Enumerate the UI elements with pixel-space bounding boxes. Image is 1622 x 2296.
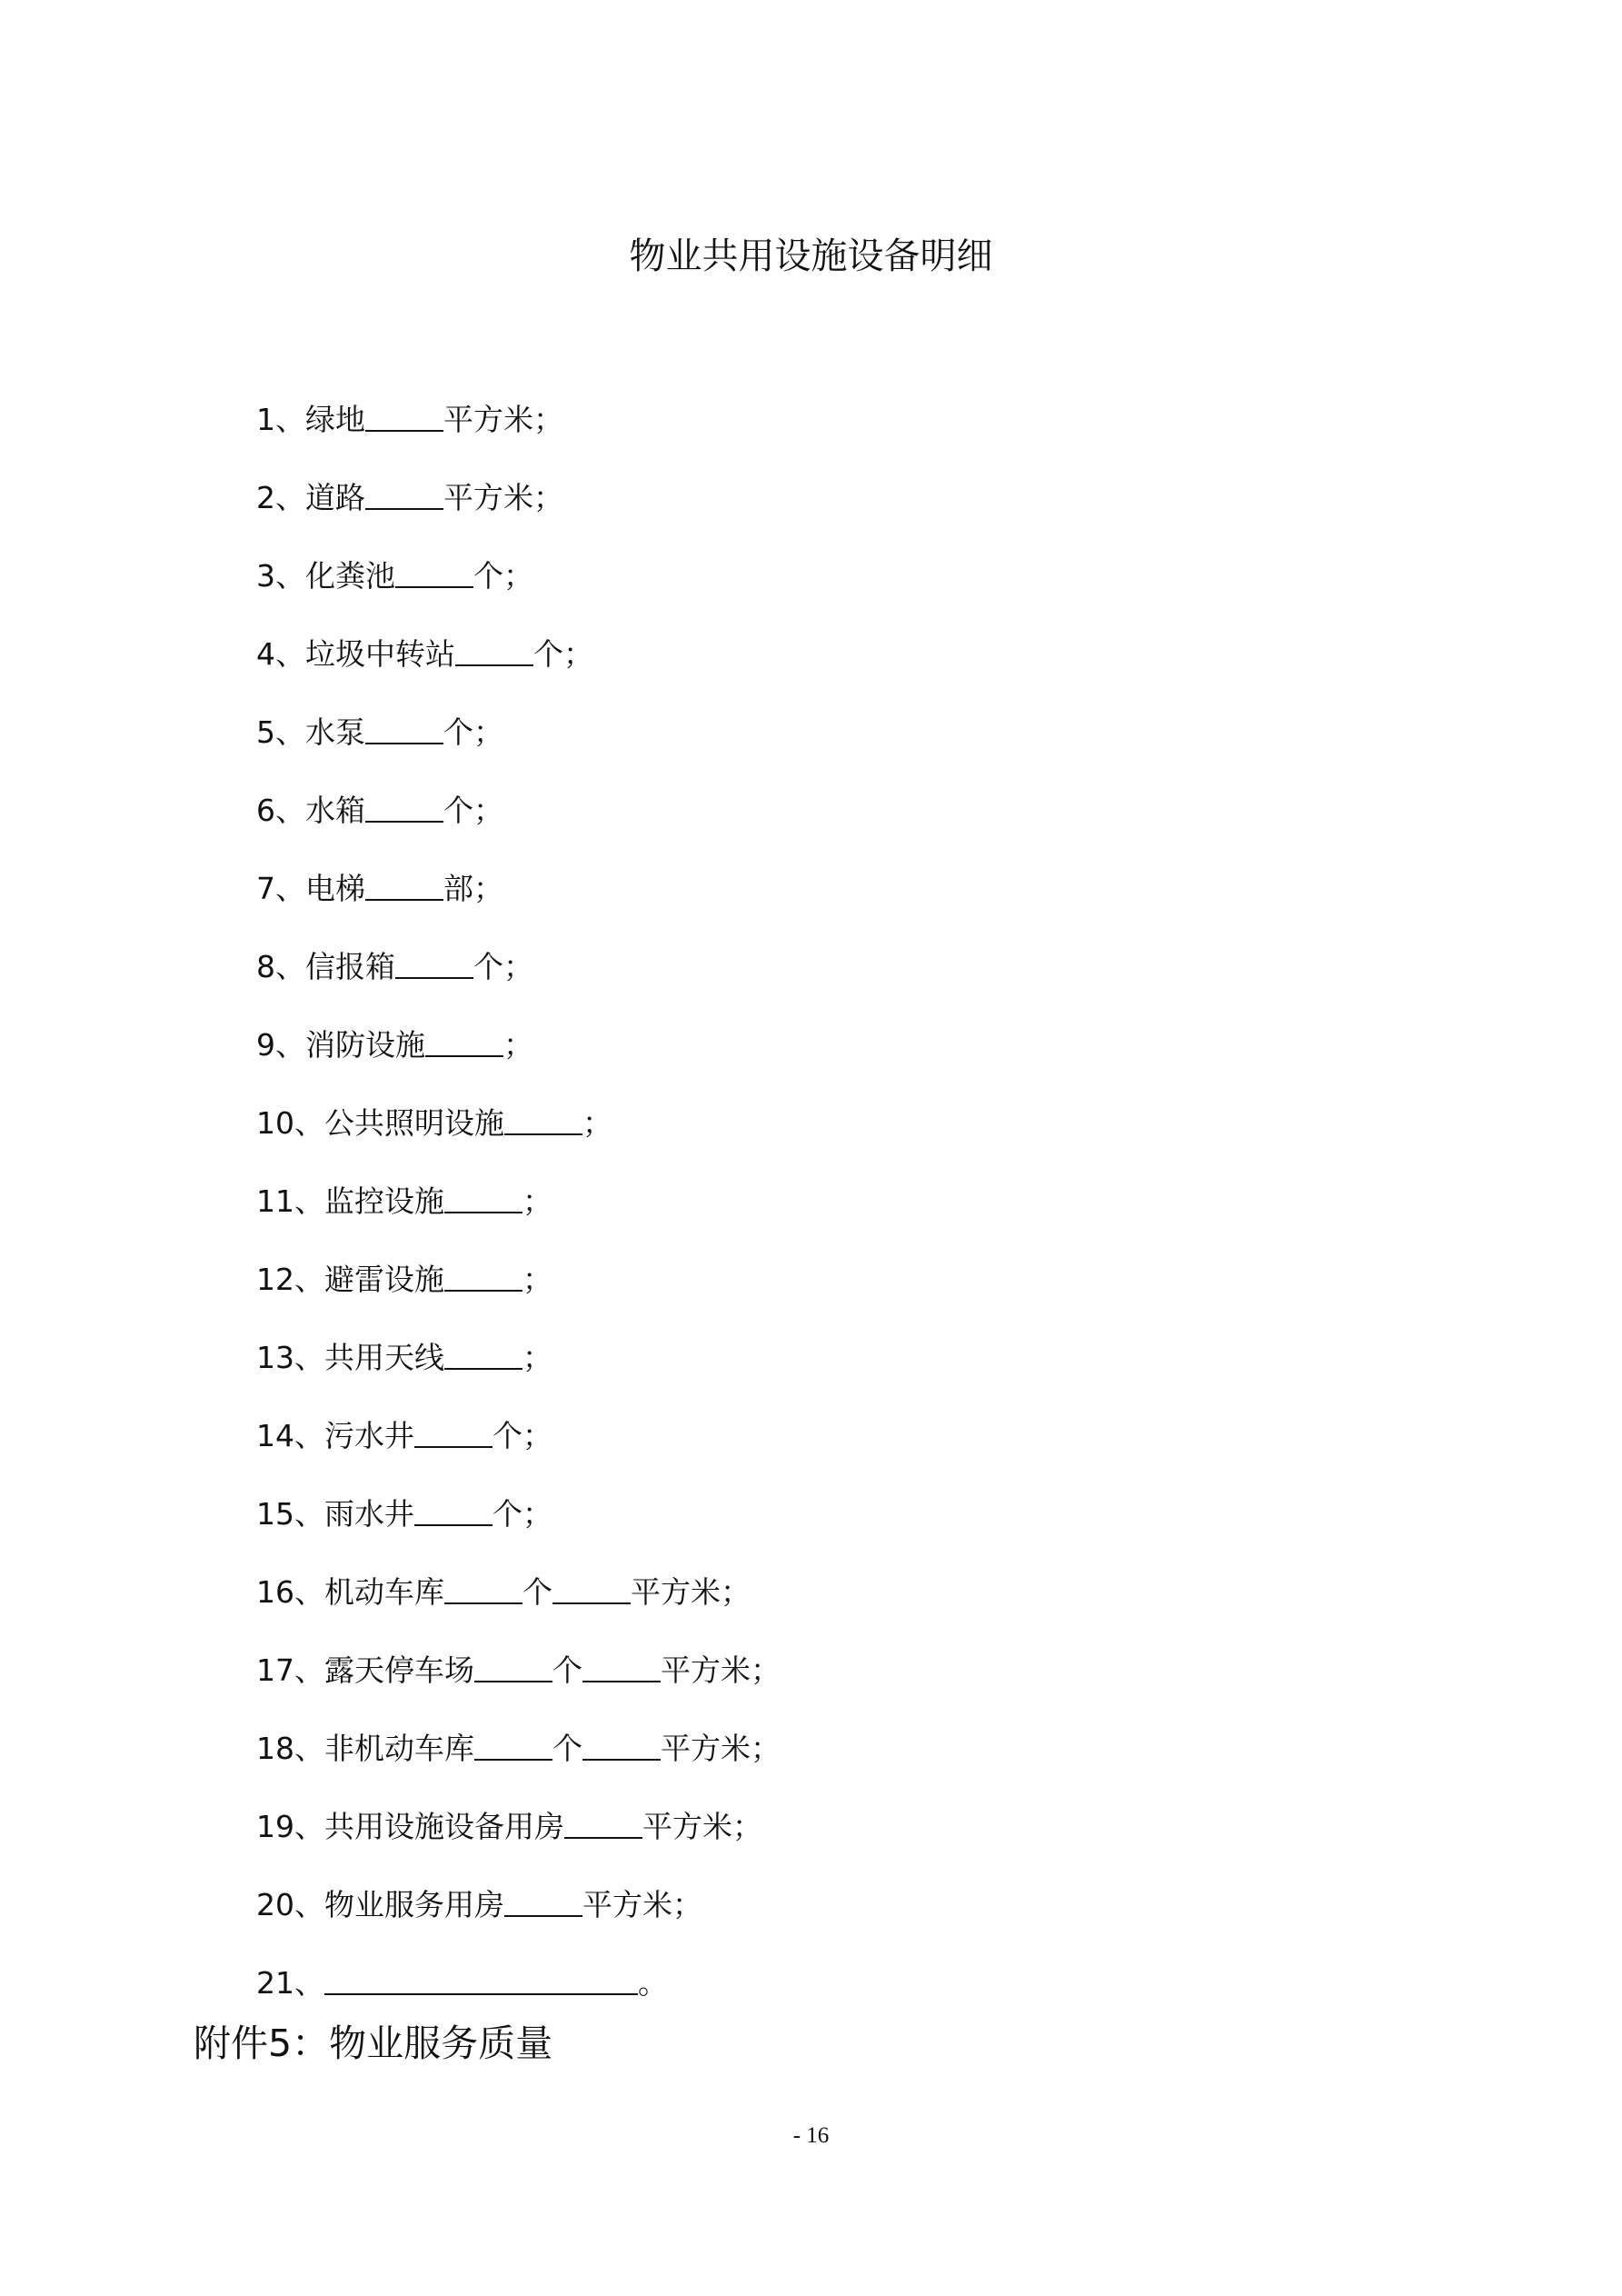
item-number: 13、: [256, 1340, 324, 1375]
fill-in-blank: [425, 1021, 503, 1057]
fill-in-blank: [444, 1333, 522, 1370]
item-number: 2、: [256, 480, 305, 515]
item-number: 5、: [256, 714, 305, 750]
list-item: [256, 1565, 781, 1643]
fill-in-blank: [414, 1412, 493, 1448]
item-name: 道路: [305, 480, 365, 515]
list-item: [256, 1878, 781, 1956]
list-item: [256, 1096, 781, 1174]
fill-in-blank: [504, 1881, 582, 1917]
item-name: 电梯: [305, 871, 365, 906]
list-item: [256, 940, 781, 1018]
item-unit: ；: [522, 1340, 552, 1375]
item-name: 雨水井: [324, 1496, 414, 1532]
item-name: 监控设施: [324, 1183, 444, 1219]
fill-in-blank: [552, 1568, 631, 1604]
item-number: 15、: [256, 1496, 324, 1532]
item-name: 非机动车库: [324, 1731, 474, 1766]
item-unit: 个；: [493, 1418, 552, 1453]
fill-in-blank: [582, 1724, 661, 1761]
page-title: 物业共用设施设备明细: [629, 235, 993, 277]
list-item: [256, 1253, 781, 1331]
item-name: 机动车库: [324, 1574, 444, 1610]
fill-in-blank: [474, 1724, 552, 1761]
item-number: 20、: [256, 1887, 324, 1922]
fill-in-blank: [444, 1568, 522, 1604]
item-unit: 个；: [473, 558, 533, 594]
item-unit: ；: [582, 1105, 612, 1141]
list-item: [256, 1722, 781, 1800]
item-unit: 平方米；: [443, 402, 563, 437]
item-number: 19、: [256, 1809, 324, 1844]
item-unit: 平方米；: [631, 1574, 751, 1610]
item-name: 公共照明设施: [324, 1105, 504, 1141]
list-item: [256, 1331, 781, 1409]
list-item: [256, 705, 781, 784]
item-number: 7、: [256, 871, 305, 906]
item-unit: 平方米；: [582, 1887, 702, 1922]
list-item: [256, 471, 781, 549]
item-name: 共用设施设备用房: [324, 1809, 564, 1844]
fill-in-blank: [365, 786, 443, 823]
item-name: 绿地: [305, 402, 365, 437]
item-unit: 个；: [493, 1496, 552, 1532]
item-number: 21、: [256, 1965, 324, 2001]
fill-in-blank: [365, 395, 443, 432]
item-name: 化粪池: [305, 558, 395, 594]
item-unit: 个；: [473, 949, 533, 984]
item-name: 水泵: [305, 714, 365, 750]
fill-in-blank: [564, 1802, 642, 1839]
fill-in-blank: [324, 1959, 638, 1995]
item-unit: 平方米；: [443, 480, 563, 515]
item-number: 16、: [256, 1574, 324, 1610]
fill-in-blank: [504, 1099, 582, 1135]
item-unit: ；: [503, 1027, 533, 1063]
page-number: - 16: [792, 2123, 830, 2148]
list-item: [256, 1409, 781, 1487]
item-unit: 个: [552, 1731, 582, 1766]
item-unit: 平方米；: [642, 1809, 762, 1844]
fill-in-blank: [474, 1646, 552, 1682]
item-unit: 平方米；: [661, 1652, 781, 1688]
item-name: 垃圾中转站: [305, 636, 455, 672]
item-number: 18、: [256, 1731, 324, 1766]
fill-in-blank: [365, 708, 443, 744]
item-number: 4、: [256, 636, 305, 672]
item-number: 8、: [256, 949, 305, 984]
list-item: [256, 393, 781, 471]
item-name: 物业服务用房: [324, 1887, 504, 1922]
list-item: [256, 549, 781, 627]
fill-in-blank: [444, 1177, 522, 1213]
list-item: [256, 627, 781, 705]
fill-in-blank: [414, 1490, 493, 1526]
fill-in-blank: [455, 630, 533, 666]
item-name: 消防设施: [305, 1027, 425, 1063]
list-item: [256, 1174, 781, 1253]
item-unit: ；: [522, 1262, 552, 1297]
item-unit: 。: [638, 1965, 668, 2001]
item-name: 水箱: [305, 793, 365, 828]
item-unit: 部；: [443, 871, 503, 906]
list-item: [256, 1800, 781, 1878]
item-unit: 个: [522, 1574, 552, 1610]
item-unit: 个: [552, 1652, 582, 1688]
item-unit: 个；: [533, 636, 593, 672]
fill-in-blank: [444, 1255, 522, 1292]
item-number: 3、: [256, 558, 305, 594]
item-unit: 平方米；: [661, 1731, 781, 1766]
fill-in-blank: [365, 474, 443, 510]
item-unit: 个；: [443, 714, 503, 750]
item-number: 6、: [256, 793, 305, 828]
item-name: 避雷设施: [324, 1262, 444, 1297]
facility-list: [256, 393, 781, 2034]
item-name: 共用天线: [324, 1340, 444, 1375]
item-number: 1、: [256, 402, 305, 437]
item-name: 信报箱: [305, 949, 395, 984]
fill-in-blank: [395, 552, 473, 588]
item-name: 污水井: [324, 1418, 414, 1453]
fill-in-blank: [395, 943, 473, 979]
item-name: 露天停车场: [324, 1652, 474, 1688]
item-number: 17、: [256, 1652, 324, 1688]
fill-in-blank: [365, 864, 443, 901]
list-item: [256, 862, 781, 940]
item-number: 12、: [256, 1262, 324, 1297]
list-item: [256, 1643, 781, 1722]
item-unit: 个；: [443, 793, 503, 828]
list-item: [256, 1487, 781, 1565]
item-unit: ；: [522, 1183, 552, 1219]
item-number: 14、: [256, 1418, 324, 1453]
section-heading: 附件5：物业服务质量: [194, 2021, 553, 2065]
item-number: 9、: [256, 1027, 305, 1063]
list-item: [256, 1018, 781, 1096]
item-number: 10、: [256, 1105, 324, 1141]
item-number: 11、: [256, 1183, 324, 1219]
list-item: [256, 784, 781, 862]
fill-in-blank: [582, 1646, 661, 1682]
